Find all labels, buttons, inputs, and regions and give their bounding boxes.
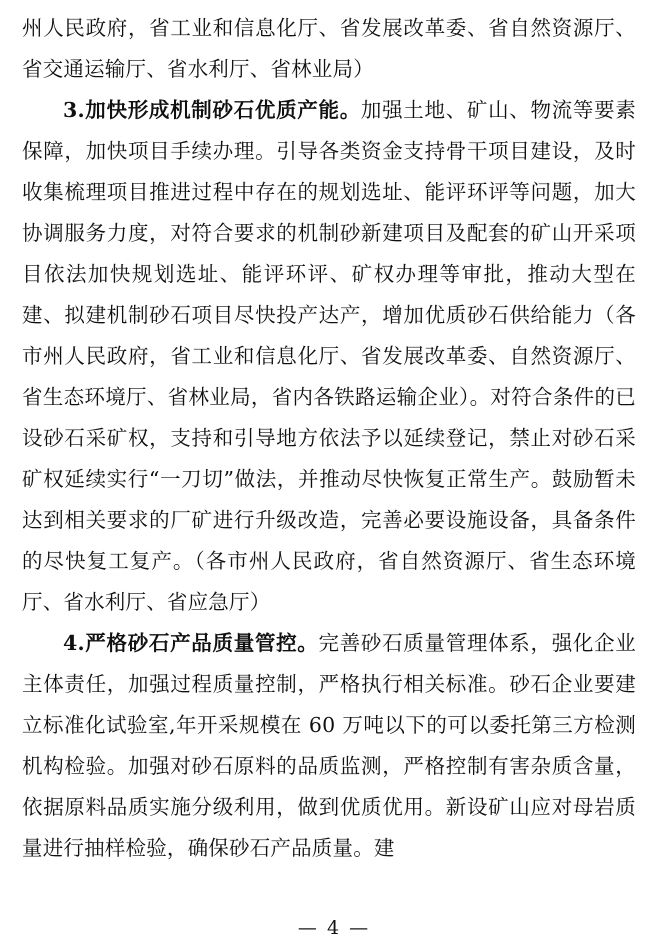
page-number [0,917,662,939]
page-number-label: — 4 — [297,917,371,939]
document-body [22,8,636,869]
paragraph-continued-agencies [22,8,636,90]
paragraph-item-4 [22,623,636,869]
paragraph-item-3 [22,90,636,623]
paragraph-text-item-3: 加强土地、矿山、物流等要素保障，加快项目手续办理。引导各类资金支持骨干项目建设，及时收集梳理项目推进过程中存在的规划选址、能评环评等问题，加大协调服务力度，对符合要求的机制砂新建项目及配套的矿山开采项目依法加快规划选址、能评环评、矿权办理等审批，推动大型在建、拟建机制砂石项目尽快投产达产，增加优质砂石供给能力（各市州人民政府，省工业和信息化厅、省发展改革委、自然资源厅、省生态环境厅、省林业局，省内各铁路运输企业）。对符合条件的已设砂石采矿权，支持和引导地方依法予以延续登记，禁止对砂石采矿权延续实行“一刀切”做法，并推动尽快恢复正常生产。鼓励暂未达到相关要求的厂矿进行升级改造，完善必要设施设备，具备条件的尽快复工复产。（各市州人民政府，省自然资源厅、省生态环境厅、省水利厅、省应急厅） [22,98,636,614]
paragraph-text: 州人民政府，省工业和信息化厅、省发展改革委、省自然资源厅、省交通运输厅、省水利厅、省林业局） [22,16,636,81]
paragraph-heading-item-4: 4.严格砂石产品质量管控。 [63,631,319,655]
paragraph-text-item-4: 完善砂石质量管理体系，强化企业主体责任，加强过程质量控制，严格执行相关标准。砂石企业要建立标准化试验室,年开采规模在 60 万吨以下的可以委托第三方检测机构检验。加强对砂石原料的品质监测，严格控制有害杂质含量，依据原料品质实施分级利用，做到优质优用。新设矿山应对母岩质量进行抽样检验，确保砂石产品质量。建 [22,631,636,860]
paragraph-heading-item-3: 3.加快形成机制砂石优质产能。 [63,98,361,122]
